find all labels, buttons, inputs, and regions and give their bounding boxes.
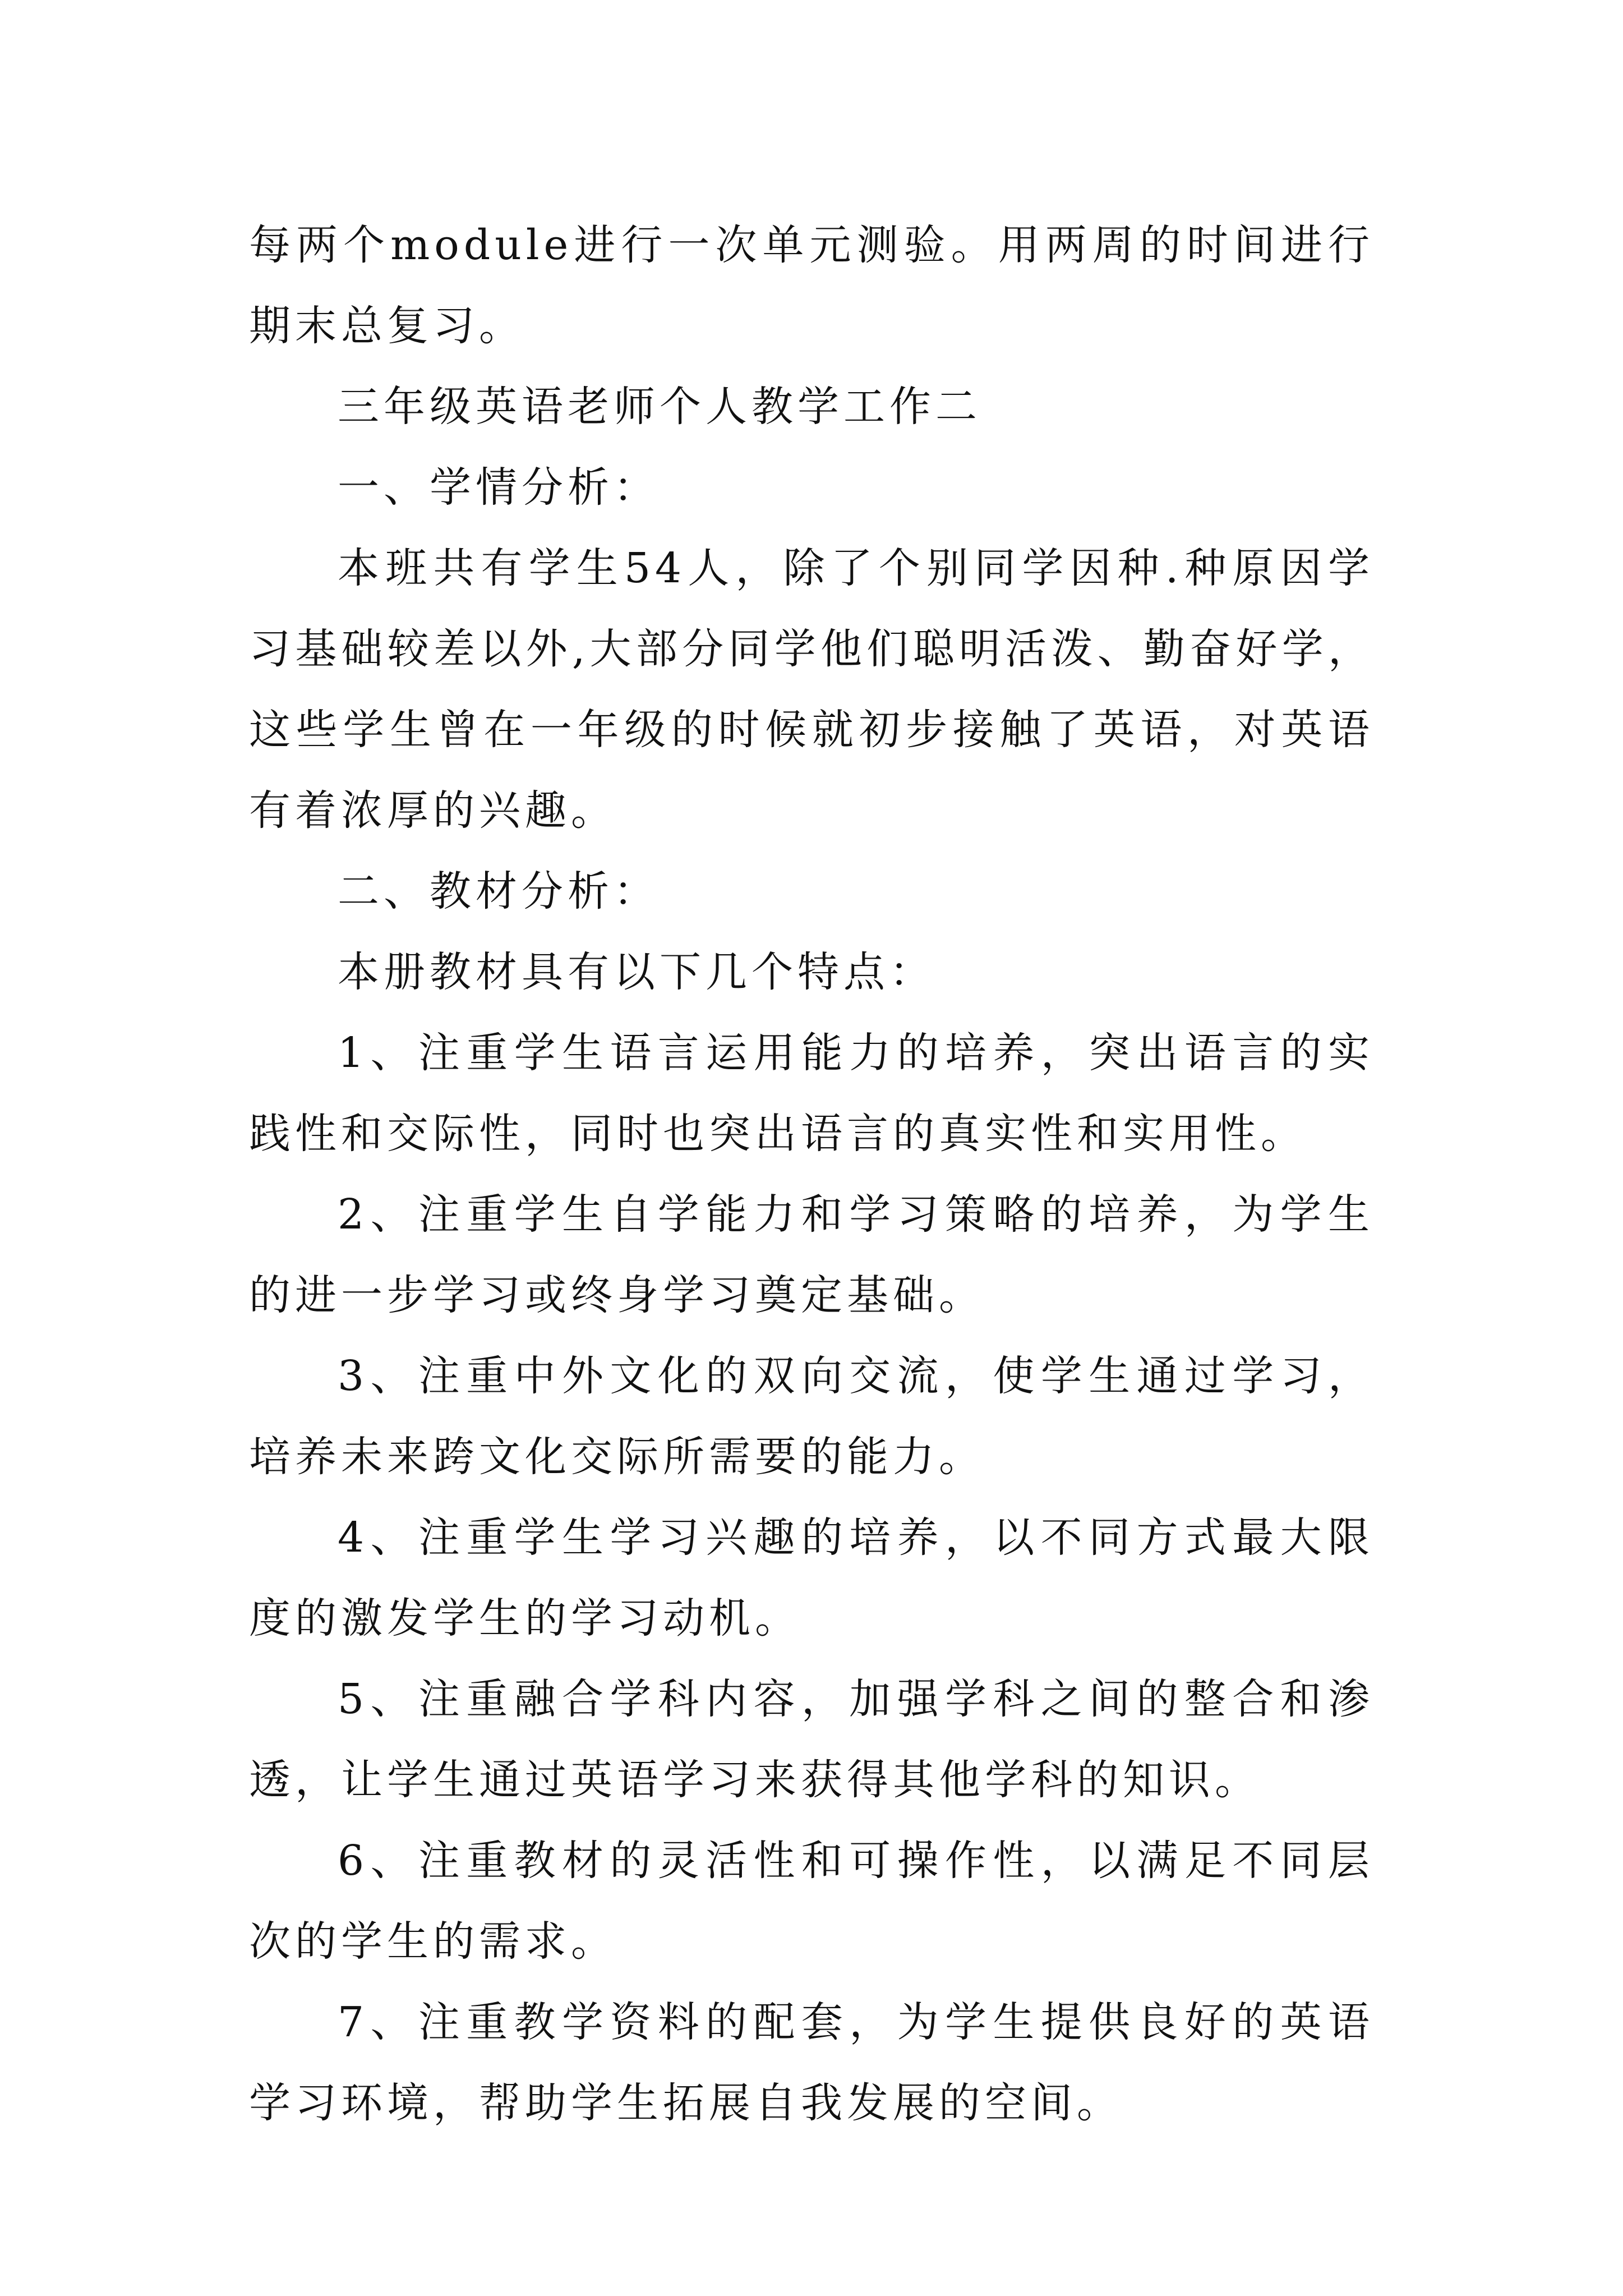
- list-item-5: 5、注重融合学科内容，加强学科之间的整合和渗透，让学生通过英语学习来获得其他学科的知识。: [249, 1675, 1374, 1804]
- paragraph-continuation: 每两个module进行一次单元测验。用两周的时间进行期末总复习。: [249, 221, 1374, 350]
- heading-student-analysis: 一、学情分析：: [338, 463, 660, 512]
- heading-textbook-analysis: 二、教材分析：: [338, 867, 660, 915]
- list-item-2: 2、注重学生自学能力和学习策略的培养，为学生的进一步学习或终身学习奠定基础。: [249, 1190, 1374, 1319]
- paragraph-textbook-intro: 本册教材具有以下几个特点：: [338, 948, 935, 996]
- section-title: 三年级英语老师个人教学工作二: [338, 383, 981, 431]
- list-item-3: 3、注重中外文化的双向交流，使学生通过学习，培养未来跨文化交际所需要的能力。: [249, 1352, 1374, 1481]
- list-item-1: 1、注重学生语言运用能力的培养，突出语言的实践性和交际性，同时也突出语言的真实性和实用性。: [249, 1029, 1374, 1158]
- list-item-6: 6、注重教材的灵活性和可操作性，以满足不同层次的学生的需求。: [249, 1837, 1374, 1966]
- list-item-7: 7、注重教学资料的配套，为学生提供良好的英语学习环境，帮助学生拓展自我发展的空间。: [249, 1998, 1374, 2127]
- paragraph-student-analysis: 本班共有学生54人，除了个别同学因种.种原因学习基础较差以外,大部分同学他们聪明活泼、勤奋好学，这些学生曾在一年级的时候就初步接触了英语，对英语有着浓厚的兴趣。: [249, 544, 1374, 835]
- document-body: [249, 205, 1374, 2143]
- list-item-4: 4、注重学生学习兴趣的培养，以不同方式最大限度的激发学生的学习动机。: [249, 1513, 1374, 1642]
